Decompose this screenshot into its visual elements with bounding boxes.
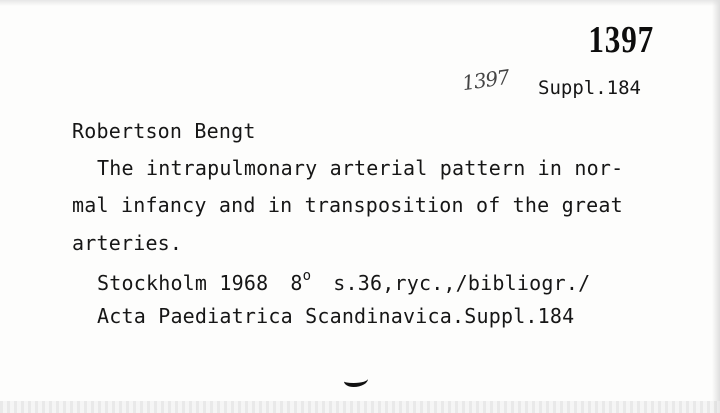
handwritten-number: 1397 (460, 64, 511, 96)
format-degree: o (302, 268, 312, 284)
ink-tick-mark (344, 373, 368, 387)
catalog-number: 1397 (588, 19, 654, 61)
title-line-3: arteries. (72, 231, 183, 255)
format-size: 8 (290, 271, 303, 295)
author-name: Robertson Bengt (72, 119, 256, 143)
scan-edge-bottom (0, 401, 720, 413)
imprint-line (97, 268, 590, 295)
place-year: Stockholm 1968 (97, 271, 269, 295)
title-line-2: mal infancy and in transposition of the great (72, 193, 623, 217)
series-reference: Suppl.184 (538, 77, 641, 99)
series-statement: Acta Paediatrica Scandinavica.Suppl.184 (97, 304, 575, 328)
pagination: s.36,ryc.,/bibliogr./ (333, 271, 591, 295)
scan-edge-top (0, 0, 720, 6)
scan-edge-right (712, 0, 720, 413)
title-line-1: The intrapulmonary arterial pattern in nor- (97, 156, 624, 180)
